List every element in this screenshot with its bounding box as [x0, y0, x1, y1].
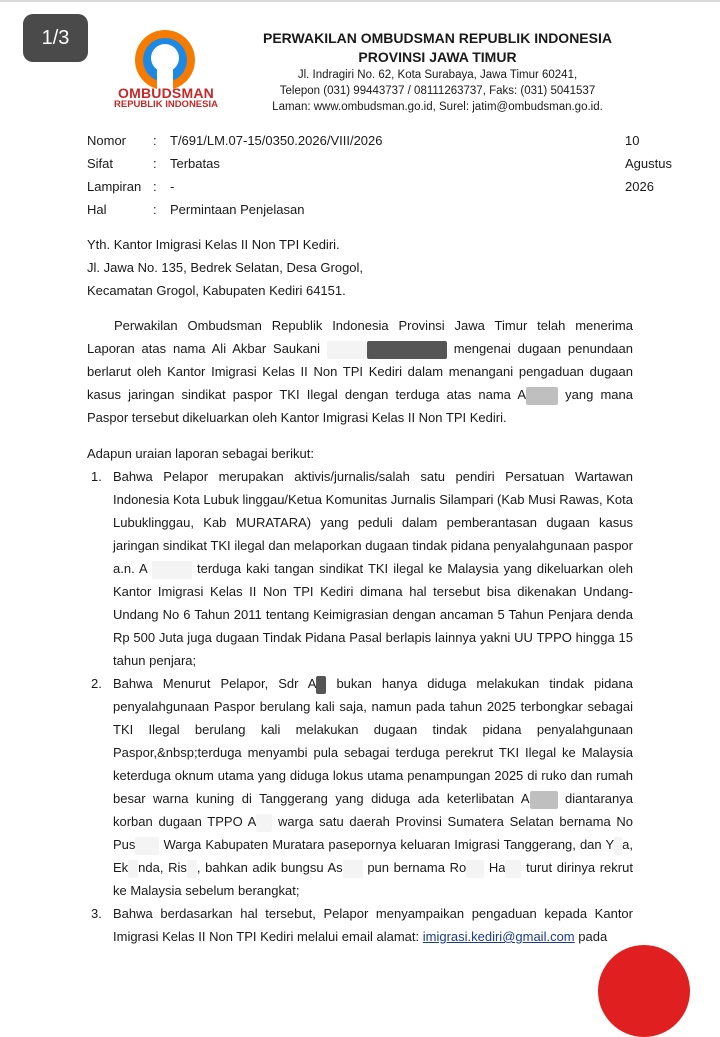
- letterhead: [240, 29, 635, 115]
- logo-wordmark: OMBUDSMAN: [118, 85, 214, 101]
- paragraph-text: Perwakilan Ombudsman Republik Indonesia Provinsi Jawa Timur telah menerima Laporan atas nama Ali Akbar Saukani: [87, 318, 633, 356]
- redaction: [256, 814, 272, 832]
- meta-sifat-label: Sifat: [87, 156, 114, 171]
- meta-hal: [87, 198, 647, 221]
- meta-nomor: [87, 129, 647, 152]
- list-intro: Adapun uraian laporan sebagai berikut:: [87, 446, 314, 461]
- meta-colon: :: [153, 133, 157, 148]
- addressee-block: [87, 233, 647, 302]
- list-number: 1.: [91, 469, 102, 484]
- addressee-line3: Kecamatan Grogol, Kabupaten Kediri 64151.: [87, 283, 346, 298]
- letterhead-address: Jl. Indragiri No. 62, Kota Surabaya, Jawa Timur 60241,: [297, 69, 578, 81]
- list-number: 2.: [91, 676, 102, 691]
- redaction: [526, 387, 558, 405]
- meta-lampiran: [87, 175, 647, 198]
- meta-lampiran-label: Lampiran: [87, 179, 142, 194]
- list-text: diantaranya korban dugaan TPPO A: [113, 791, 633, 829]
- opening-paragraph: [87, 314, 633, 429]
- meta-colon: :: [153, 202, 157, 217]
- logo-subtitle: REPUBLIK INDONESIA: [114, 99, 218, 110]
- list-text: warga satu daerah Provinsi Sumatera Selatan bernama No: [278, 814, 633, 829]
- list-item: [87, 902, 633, 948]
- letterhead-org-line2: PROVINSI JAWA TIMUR: [358, 49, 517, 65]
- redaction: [135, 837, 159, 855]
- redaction: [614, 837, 622, 855]
- meta-colon: :: [153, 156, 157, 171]
- list-text: bukan hanya diduga melakukan tindak pidana penyalahgunaan Paspor berulang kali saja, namun pada tahun 2025 terbongkar sebagai TKI Ilegal berulang kali melakukan dugaan tindak pidana penyalahgunaan Paspor,&nbsp;terduga menyambi pula sebagai terduga perekrut TKI Ilegal ke Malaysia keterduga oknum utama yang diduga lokus utama penampungan 2025 di ruko dan rumah besar warna kuning di Tanggerang yang diduga ada keterlibatan A: [113, 676, 633, 806]
- meta-colon: :: [153, 179, 157, 194]
- letterhead-phone: Telepon (031) 99443737 / 08111263737, Faks: (031) 5041537: [279, 85, 596, 97]
- list-text: Warga Kabupaten Muratara pasepornya keluaran Imigrasi Tanggerang, dan Y: [163, 837, 615, 852]
- list-text: Pus: [113, 837, 136, 852]
- list-text: Bahwa berdasarkan hal tersebut, Pelapor menyampaikan pengaduan kepada Kantor Imigrasi Kelas II Non TPI Kediri melalui email alamat:: [113, 906, 633, 944]
- redaction: [327, 341, 367, 359]
- letter-body: [87, 314, 633, 948]
- redaction: [466, 860, 484, 878]
- redaction: [152, 561, 192, 579]
- redaction: [128, 860, 138, 878]
- list-item: [87, 465, 633, 672]
- redaction: [316, 676, 326, 694]
- addressee-line1: Yth. Kantor Imigrasi Kelas II Non TPI Kediri.: [87, 237, 340, 252]
- list-text: pada: [578, 929, 608, 944]
- list-text: Ha: [488, 860, 506, 875]
- list-text: , bahkan adik bungsu As: [196, 860, 343, 875]
- letterhead-web: Laman: www.ombudsman.go.id, Surel: jatim@ombudsman.go.id.: [272, 101, 603, 113]
- list-text: pun bernama Ro: [367, 860, 467, 875]
- list-text: nda, Ris: [138, 860, 187, 875]
- list-text: Bahwa Pelapor merupakan aktivis/jurnalis/salah satu pendiri Persatuan Wartawan Indonesia Kota Lubuk linggau/Ketua Komunitas Jurnalis Silampari (Kab Musi Rawas, Kota Lubuklinggau, Kab MURATARA) yang peduli dalam pemberantasan dugaan kasus jaringan sindikat TKI ilegal dan melaporkan dugaan tindak pidana penyalahgunaan paspor a.n. A: [113, 469, 633, 576]
- meta-hal-label: Hal: [87, 202, 107, 217]
- floating-action-button[interactable]: [598, 945, 690, 1037]
- list-item: [87, 672, 633, 902]
- redaction: [530, 791, 558, 809]
- meta-sifat-value: Terbatas: [170, 156, 220, 171]
- paragraph-text: mengenai dugaan penundaan berlarut oleh Kantor Imigrasi Kelas II Non TPI Kediri dalam menangani pengaduan dugaan kasus jaringan sindikat paspor TKI Ilegal dengan terduga atas nama A: [87, 341, 633, 402]
- meta-lampiran-value: -: [170, 179, 175, 194]
- meta-hal-value: Permintaan Penjelasan: [170, 202, 305, 217]
- paragraph-text: yang mana Paspor tersebut dikeluarkan oleh Kantor Imigrasi Kelas II Non TPI Kediri.: [87, 387, 633, 425]
- meta-nomor-label: Nomor: [87, 133, 127, 148]
- top-divider: [0, 0, 720, 2]
- letter-date: 10 Agustus 2026: [625, 133, 672, 194]
- list-number: 3.: [91, 906, 102, 921]
- addressee-line2: Jl. Jawa No. 135, Bedrek Selatan, Desa Grogol,: [87, 260, 364, 275]
- meta-nomor-value: T/691/LM.07-15/0350.2026/VIII/2026: [170, 133, 383, 148]
- redaction: [367, 341, 447, 359]
- list-text: Bahwa Menurut Pelapor, Sdr A: [113, 676, 317, 691]
- page-counter[interactable]: 1/3: [23, 14, 88, 62]
- redaction: [505, 860, 521, 878]
- report-points: [87, 465, 633, 948]
- list-text: turut dirinya rekrut ke Malaysia sebelum berangkat;: [113, 860, 633, 898]
- meta-sifat: [87, 152, 647, 175]
- redaction: [343, 860, 363, 878]
- list-text: a, Ek: [113, 837, 633, 875]
- redaction: [187, 860, 197, 878]
- list-text: terduga kaki tangan sindikat TKI ilegal ke Malaysia yang dikeluarkan oleh Kantor Imigrasi Kelas II Non TPI Kediri dimana hal tersebut bisa dikenakan Undang-Undang No 6 Tahun 2011 tentang Keimigrasian dengan ancaman 5 Tahun Penjara denda Rp 500 Juta juga dugaan Tindak Pidana Pasal berlapis lainnya yakni UU TPPO hingga 15 tahun penjara;: [113, 561, 633, 668]
- email-link[interactable]: imigrasi.kediri@gmail.com: [422, 929, 575, 944]
- letterhead-org-line1: PERWAKILAN OMBUDSMAN REPUBLIK INDONESIA: [263, 30, 612, 46]
- letter-meta: [87, 129, 672, 221]
